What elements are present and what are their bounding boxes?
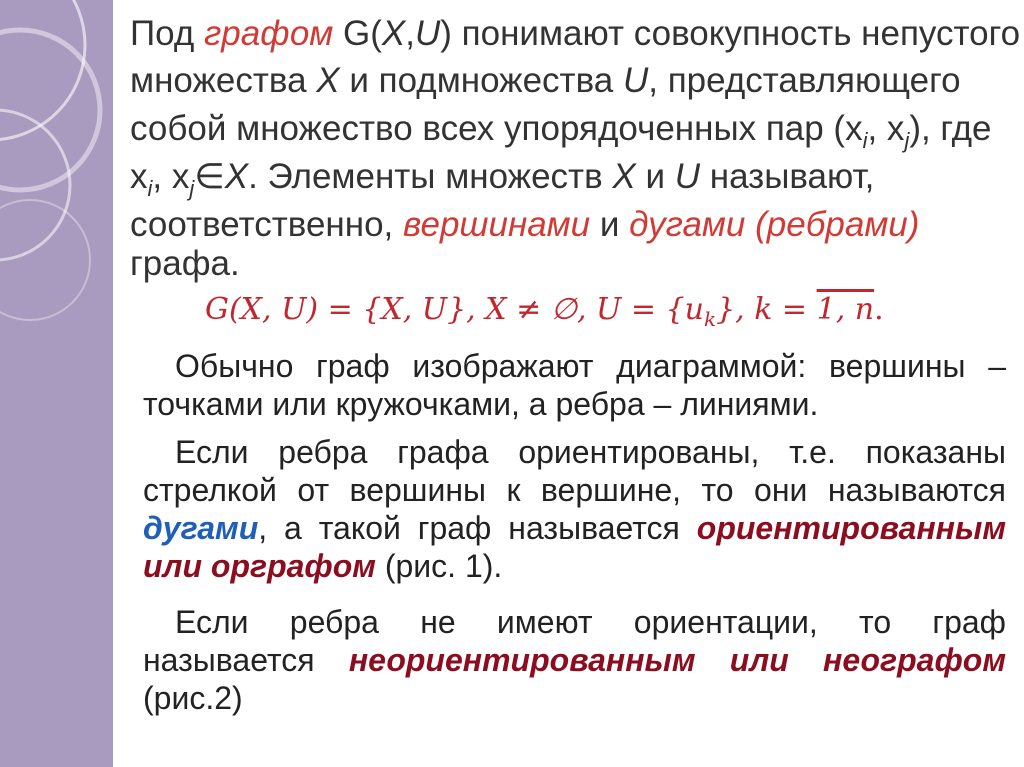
- definition-line-2: [130, 61, 961, 101]
- formula-text: .: [874, 292, 884, 327]
- text: Под: [130, 14, 204, 53]
- decorative-rings: [0, 0, 120, 767]
- text: ), где: [909, 109, 992, 148]
- text: x: [130, 157, 148, 196]
- paragraph-line: стрелкой от вершины к вершине, то они называются: [143, 472, 1006, 508]
- term-vertices: вершинами: [403, 205, 591, 244]
- formula-subscript-k: k: [703, 307, 717, 331]
- paragraph-line: [143, 547, 1006, 585]
- text: называют,: [700, 157, 875, 196]
- definition-line-4: [130, 157, 875, 201]
- definition-line-6: графа.: [130, 244, 240, 283]
- term-arcs: дугами: [143, 510, 259, 546]
- text: ,: [405, 14, 415, 53]
- var-u: U: [622, 61, 649, 100]
- var-u: U: [674, 157, 701, 196]
- subscript-i: i: [862, 128, 868, 153]
- term-oriented: ориентированным: [696, 510, 1006, 546]
- subscript-i: i: [147, 176, 153, 201]
- text: и: [590, 205, 630, 244]
- var-x: X: [381, 14, 406, 53]
- term-digraph: или орграфом: [143, 548, 376, 584]
- subscript-j: j: [904, 128, 910, 153]
- term-graph: графом: [204, 14, 334, 53]
- paragraph-line: точками или кружочками, а ребра – линиями.: [143, 386, 819, 422]
- definition-line-1: [130, 14, 1020, 54]
- formula-range: 1, n: [816, 292, 875, 327]
- element-of-symbol: ∈: [194, 157, 225, 196]
- paragraph-oriented: [143, 433, 1006, 585]
- text: соответственно,: [130, 205, 403, 244]
- paragraph-line: [143, 641, 1006, 679]
- text: , представляющего: [648, 61, 961, 100]
- term-arcs-edges: дугами (ребрами): [629, 205, 920, 244]
- paragraph-line: (рис.2): [143, 680, 243, 716]
- definition-line-5: [130, 205, 919, 245]
- definition-line-3: [130, 109, 992, 153]
- text: , x: [867, 109, 905, 148]
- text: , а такой граф называется: [258, 510, 697, 546]
- subscript-j: j: [189, 176, 195, 201]
- text: (рис. 1).: [375, 548, 503, 584]
- text: ) понимают совокупность непустого: [440, 14, 1021, 53]
- var-x: X: [612, 157, 636, 196]
- text: и: [635, 157, 675, 196]
- formula-text: }, k =: [716, 292, 817, 327]
- text: , x: [152, 157, 190, 196]
- text: . Элементы множеств: [248, 157, 613, 196]
- formula-text: G(X, U) = {X, U}, X ≠ ∅, U = {u: [205, 292, 704, 327]
- graph-formula: [205, 290, 884, 330]
- paragraph-line: Обычно граф изображают диаграммой: вершины –: [175, 348, 1006, 384]
- paragraph-line: Если ребра графа ориентированы, т.е. показаны: [175, 434, 1006, 470]
- var-x: X: [316, 61, 340, 100]
- term-undirected: неориентированным или неографом: [348, 642, 1007, 678]
- paragraph-diagram: [143, 347, 1006, 423]
- paragraph-line: Если ребра не имеют ориентации, то граф: [175, 604, 1006, 640]
- paragraph-line: [143, 509, 1006, 547]
- text: G(: [333, 14, 382, 53]
- paragraph-undirected: [143, 603, 1006, 717]
- text: и подмножества: [339, 61, 623, 100]
- text: называется: [143, 642, 349, 678]
- text: множества: [130, 61, 317, 100]
- text: собой множество всех упорядоченных пар (x: [130, 109, 863, 148]
- var-x: X: [224, 157, 249, 196]
- var-u: U: [415, 14, 441, 53]
